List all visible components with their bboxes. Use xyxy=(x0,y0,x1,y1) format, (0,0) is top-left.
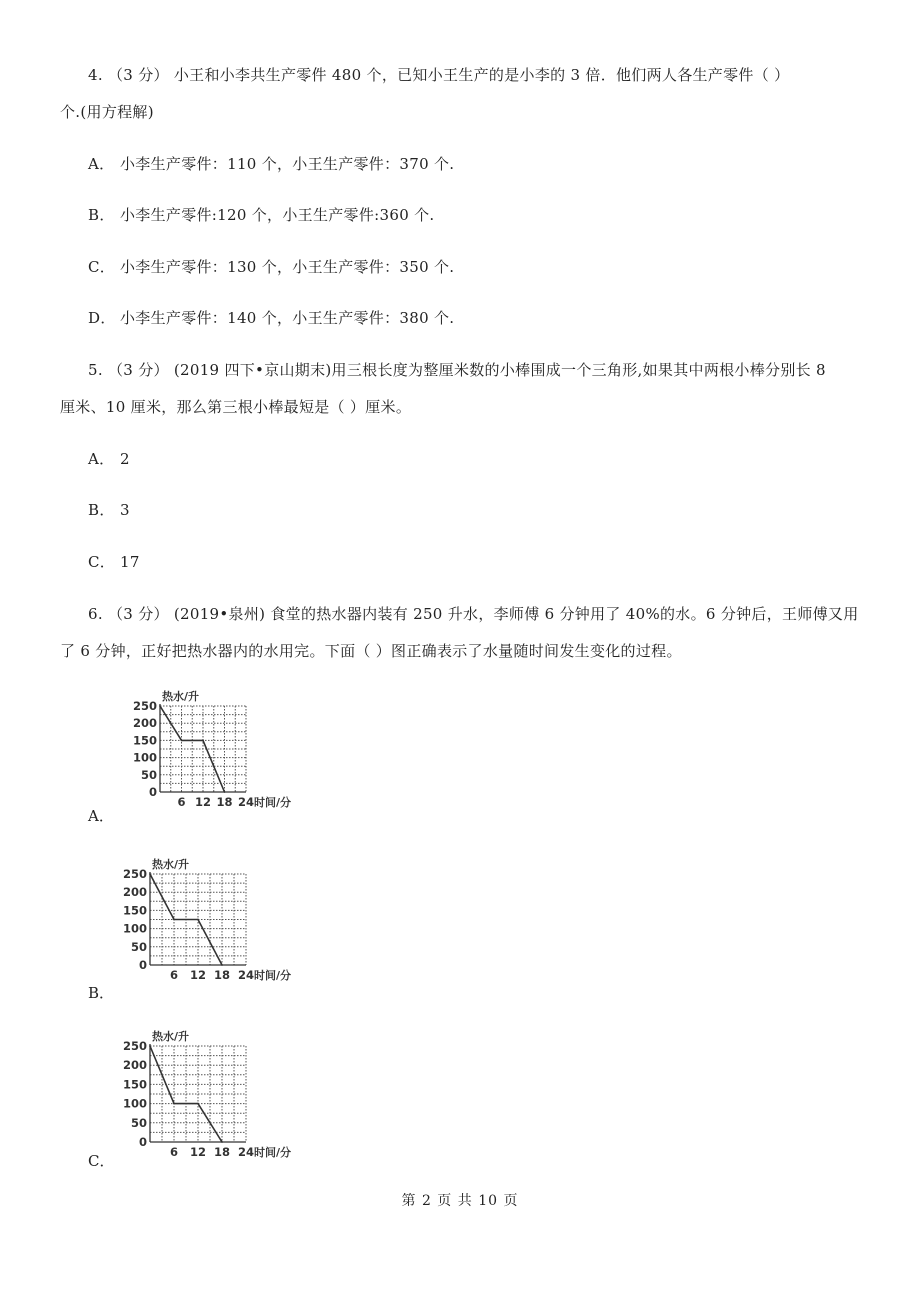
y-tick-label: 250 xyxy=(132,699,157,713)
x-tick-label: 18 xyxy=(213,1145,231,1159)
chart-title: 热水/升 xyxy=(152,858,190,871)
y-tick-label: 50 xyxy=(140,767,157,782)
y-tick-label: 200 xyxy=(132,716,157,731)
option-text: 17 xyxy=(120,553,140,571)
option-text: 2 xyxy=(120,450,130,468)
x-tick-label: 6 xyxy=(169,968,179,982)
data-point xyxy=(221,964,223,966)
data-point xyxy=(149,1045,151,1047)
q4-stem-line2: 个.(用方程解) xyxy=(60,103,154,121)
data-point xyxy=(197,919,199,921)
x-axis-label: 时间/分 xyxy=(254,969,292,982)
data-point xyxy=(224,791,226,793)
q4-option-d[interactable] xyxy=(88,307,454,328)
page-footer: 第 2 页 共 10 页 xyxy=(401,1193,519,1209)
line-chart-b xyxy=(114,852,294,987)
y-tick-label: 100 xyxy=(132,750,157,765)
q4-option-a[interactable] xyxy=(88,153,454,174)
q6-option-c[interactable]: C． xyxy=(88,1152,115,1170)
q6-option-b[interactable]: B． xyxy=(88,984,115,1002)
q5-stem-line1: 5. （3 分） (2019 四下•京山期末)用三根长度为整厘米数的小棒围成一个三角形,如果其中两根小棒分别长 8 xyxy=(88,361,826,379)
data-point xyxy=(149,873,151,875)
q4-option-c[interactable] xyxy=(88,256,454,277)
data-point xyxy=(202,740,204,742)
option-text: 小李生产零件：130 个，小王生产零件：350 个. xyxy=(120,258,455,276)
option-text: 小李生产零件：140 个，小王生产零件：380 个. xyxy=(120,309,455,327)
q5-stem-line2: 厘米、10 厘米，那么第三根小棒最短是（ ）厘米。 xyxy=(60,398,412,416)
option-text: 小李生产零件:120 个，小王生产零件:360 个. xyxy=(120,206,435,224)
chart-option-b xyxy=(114,852,294,987)
x-tick-label: 18 xyxy=(213,968,231,982)
chart-option-a xyxy=(124,684,294,814)
data-point xyxy=(197,1103,199,1105)
q5-option-a[interactable] xyxy=(88,448,130,469)
data-point xyxy=(221,1141,223,1143)
y-tick-label: 150 xyxy=(122,903,147,918)
x-tick-label: 12 xyxy=(189,968,207,982)
q4-stem-line1: 4. （3 分） 小王和小李共生产零件 480 个，已知小王生产的是小李的 3 倍．他们两人各生产零件（ ） xyxy=(88,66,790,84)
y-tick-label: 200 xyxy=(122,1058,147,1073)
y-tick-label: 0 xyxy=(148,785,157,799)
x-tick-label: 18 xyxy=(216,795,233,809)
y-tick-label: 50 xyxy=(130,1115,147,1130)
x-tick-label: 6 xyxy=(169,1145,179,1159)
q4-option-b[interactable] xyxy=(88,204,434,225)
option-key: A． xyxy=(88,450,115,468)
q6-option-a[interactable]: A． xyxy=(88,807,114,825)
data-point xyxy=(159,705,161,707)
y-tick-label: 50 xyxy=(130,939,147,954)
chart-option-c xyxy=(114,1024,294,1164)
x-tick-label: 6 xyxy=(177,795,186,809)
y-tick-label: 250 xyxy=(122,867,147,881)
data-point xyxy=(181,740,183,742)
chart-title: 热水/升 xyxy=(162,690,200,703)
line-chart-a xyxy=(124,684,294,814)
q5-option-c[interactable] xyxy=(88,551,140,572)
option-key: B． xyxy=(88,501,115,519)
data-point xyxy=(173,919,175,921)
y-tick-label: 100 xyxy=(122,1096,147,1111)
x-axis-label: 时间/分 xyxy=(254,796,292,809)
option-text: 小李生产零件：110 个，小王生产零件：370 个. xyxy=(120,155,455,173)
y-tick-label: 150 xyxy=(132,733,157,748)
line-chart-c xyxy=(114,1024,294,1164)
y-tick-label: 200 xyxy=(122,885,147,900)
x-tick-label: 24 xyxy=(237,795,255,809)
option-key: C． xyxy=(88,553,116,571)
x-tick-label: 12 xyxy=(194,795,212,809)
y-tick-label: 0 xyxy=(138,958,147,972)
chart-title: 热水/升 xyxy=(152,1030,190,1043)
q5-option-b[interactable] xyxy=(88,499,130,520)
option-text: 3 xyxy=(120,501,130,519)
x-tick-label: 24 xyxy=(237,1145,255,1159)
y-tick-label: 150 xyxy=(122,1077,147,1092)
x-tick-label: 24 xyxy=(237,968,255,982)
data-point xyxy=(173,1103,175,1105)
y-tick-label: 250 xyxy=(122,1039,147,1053)
x-tick-label: 12 xyxy=(189,1145,207,1159)
option-key: C． xyxy=(88,258,116,276)
option-key: B． xyxy=(88,206,115,224)
q6-stem-line1: 6. （3 分） (2019•泉州) 食堂的热水器内装有 250 升水，李师傅 6 分钟用了 40%的水。6 分钟后，王师傅又用 xyxy=(88,605,859,623)
y-tick-label: 100 xyxy=(122,921,147,936)
x-axis-label: 时间/分 xyxy=(254,1146,292,1159)
option-key: D． xyxy=(88,309,116,327)
q6-stem-line2: 了 6 分钟，正好把热水器内的水用完。下面（ ）图正确表示了水量随时间发生变化的过程。 xyxy=(60,642,682,660)
y-tick-label: 0 xyxy=(138,1135,147,1149)
option-key: A． xyxy=(88,155,115,173)
